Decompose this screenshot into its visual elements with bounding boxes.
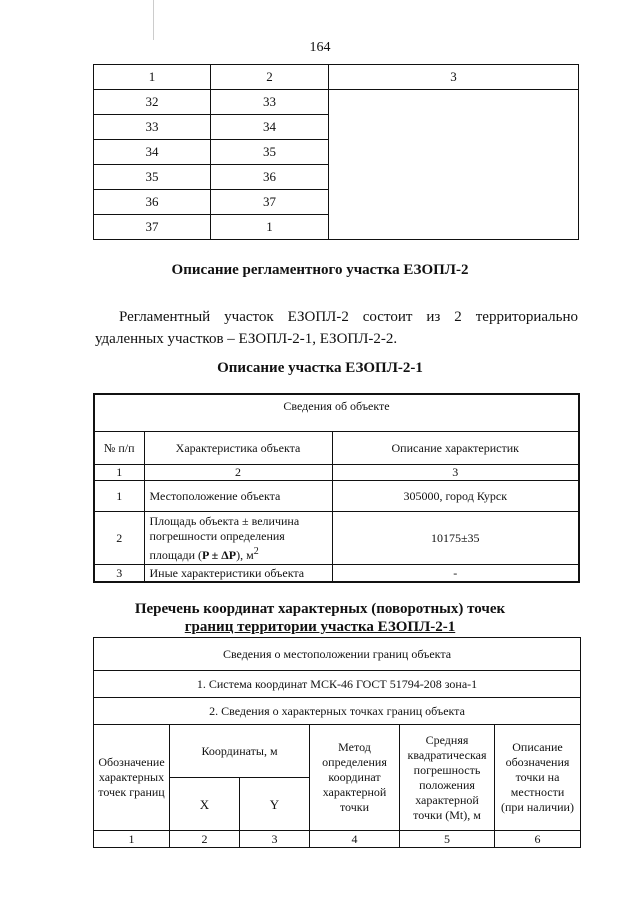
section-heading-coordinates-list: [0, 600, 640, 636]
section-heading-regulatory-area: Описание регламентного участка ЕЗОПЛ-2: [171, 262, 469, 278]
heading-line-2: границ территории участка ЕЗОПЛ-2-1: [184, 619, 456, 635]
header-method: [310, 725, 400, 831]
table-header-row: [94, 725, 581, 778]
column-number: 1: [94, 831, 170, 848]
table-caption: Сведения об объекте: [94, 394, 579, 432]
header-line: Описание: [512, 740, 563, 754]
header-line: положения: [419, 777, 475, 792]
name-line-unit: ), м: [236, 547, 254, 562]
points-table-continued: [93, 64, 579, 240]
column-number: 3: [332, 465, 579, 481]
table-caption-row: [94, 671, 581, 698]
heading-line-1: Перечень координат характерных (поворотных) точек: [134, 601, 506, 617]
table-cell: 37: [94, 215, 211, 240]
column-number: 3: [240, 831, 310, 848]
header-cell: 1: [94, 65, 211, 90]
header-cell: 2: [211, 65, 329, 90]
characteristic-name: [144, 512, 332, 565]
header-cell: 3: [329, 65, 579, 90]
header-line: координат: [328, 770, 381, 784]
table-row: [94, 90, 579, 115]
name-line: Площадь объекта ± величина: [149, 513, 300, 528]
header-line: точек границ: [98, 785, 165, 799]
table-header-row: [94, 65, 579, 90]
table-row: [94, 565, 579, 583]
header-line: (при наличии): [501, 800, 574, 814]
table-caption-row: [94, 394, 579, 432]
header-cell: Характеристика объекта: [144, 432, 332, 465]
unit-superscript: 2: [253, 545, 259, 557]
header-cell: Описание характеристик: [332, 432, 579, 465]
table-cell: 34: [211, 115, 329, 140]
characteristic-value: 10175±35: [332, 512, 579, 565]
column-number: 5: [400, 831, 495, 848]
row-number: 3: [94, 565, 144, 583]
header-cell: № п/п: [94, 432, 144, 465]
section-paragraph: Регламентный участок ЕЗОПЛ-2 состоит из 2 территориально удаленных участков – ЕЗОПЛ-2-1, ЕЗОПЛ-2-2.: [95, 309, 578, 347]
header-line: Средняя: [425, 732, 469, 747]
scan-edge-line: [153, 0, 154, 40]
header-line: характерной: [415, 792, 479, 807]
header-line: погрешность: [413, 762, 481, 777]
column-number: 6: [495, 831, 581, 848]
coordinate-system-row: 1. Система координат МСК-46 ГОСТ 51794-208 зона-1: [94, 671, 581, 698]
coordinates-table: [93, 637, 581, 848]
name-line: погрешности определения: [149, 528, 285, 543]
characteristic-value: 305000, город Курск: [332, 481, 579, 512]
header-line: точки: [339, 800, 370, 814]
table-row: [94, 512, 579, 565]
formula-bold: P ± ΔP: [202, 547, 237, 562]
column-number-row: [94, 465, 579, 481]
table-row: [94, 481, 579, 512]
table-cell: 36: [211, 165, 329, 190]
column-number: 2: [144, 465, 332, 481]
header-point-designation: [94, 725, 170, 831]
header-line: характерной: [322, 785, 387, 799]
table-cell: 34: [94, 140, 211, 165]
characteristic-value: -: [332, 565, 579, 583]
header-line: определения: [322, 755, 387, 769]
column-number: 4: [310, 831, 400, 848]
table-caption-row: [94, 638, 581, 671]
empty-merged-cell: [329, 90, 579, 240]
characteristic-name: Иные характеристики объекта: [144, 565, 332, 583]
points-info-row: 2. Сведения о характерных точках границ объекта: [94, 698, 581, 725]
header-line: Метод: [338, 740, 371, 754]
object-info-table: [93, 393, 580, 583]
header-line: характерных: [98, 770, 165, 784]
row-number: 2: [94, 512, 144, 565]
header-line: обозначения: [505, 755, 570, 769]
table-cell: 32: [94, 90, 211, 115]
table-cell: 35: [94, 165, 211, 190]
header-y: Y: [240, 778, 310, 831]
header-line: точки (Mt), м: [413, 807, 481, 822]
table-cell: 33: [94, 115, 211, 140]
column-number: 1: [94, 465, 144, 481]
row-number: 1: [94, 481, 144, 512]
name-line: площади (: [149, 547, 202, 562]
header-error: [400, 725, 495, 831]
table-cell: 1: [211, 215, 329, 240]
table-caption: Сведения о местоположении границ объекта: [94, 638, 581, 671]
table-cell: 36: [94, 190, 211, 215]
header-description: [495, 725, 581, 831]
header-line: точки на: [515, 770, 560, 784]
characteristic-name: Местоположение объекта: [144, 481, 332, 512]
section-heading-area-2-1: Описание участка ЕЗОПЛ-2-1: [217, 360, 423, 376]
page-number: 164: [309, 40, 331, 55]
column-number: 2: [170, 831, 240, 848]
column-number-row: [94, 831, 581, 848]
table-cell: 33: [211, 90, 329, 115]
header-x: X: [170, 778, 240, 831]
table-cell: 37: [211, 190, 329, 215]
table-header-row: [94, 432, 579, 465]
header-coordinates: Координаты, м: [170, 725, 310, 778]
header-line: квадратическая: [407, 747, 487, 762]
table-caption-row: [94, 698, 581, 725]
header-line: Обозначение: [98, 755, 165, 769]
table-cell: 35: [211, 140, 329, 165]
header-line: местности: [510, 785, 565, 799]
